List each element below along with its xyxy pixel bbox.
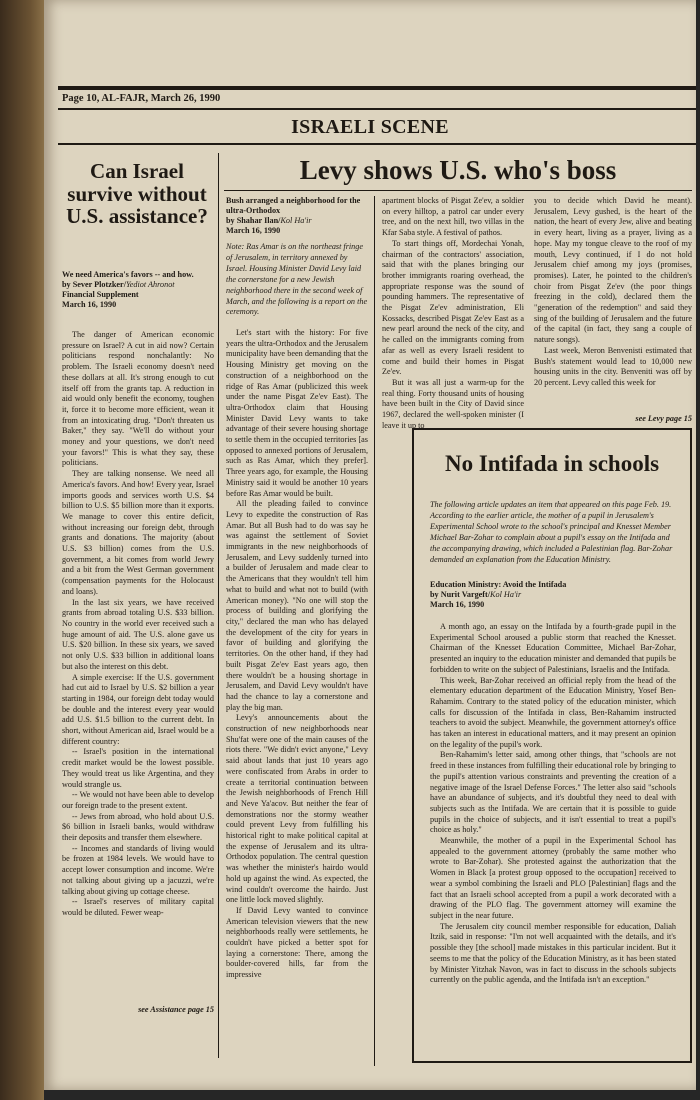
article-body-continued: apartment blocks of Pisgat Ze'ev, a soldier on every hilltop, a patrol car under every tree, and on the next hill, two villas in the Kfar Saba style. A festival of pathos. To start things off, Mordechai Yonah, chairman of the contractors' association, said that with the planes bringing our brother immigrants roaring overhead, the appropriate response was the sound of pounding hammers. The representative of the Pisgat Ze'ev administration, Eli Kossacks, described Pisgat Ze'ev East as a new pearl around the neck of the city, and he called on the immigrants coming from afar as well as every Israeli resident to come and build their homes in Pisgat Ze'ev. But it was all just a warm-up for the real thing. Forty thousand units of housing have been built in the City of David since 1967, declared the well-spoken minister (I leave it up to xyxy=(382,196,524,430)
continued-note: see Levy page 15 xyxy=(635,414,692,423)
headline-rule xyxy=(224,190,692,191)
top-rule xyxy=(58,86,696,90)
article-body: Let's start with the history: For five years the ultra-Orthodox and the Jerusalem municipality have been demanding that the Housing Ministry get moving on the construction of a neighborhood on the ridge of Ras Amar (publicized this week under the name Pisgat Ze'ev East). The ultra-Orthodox claim that Housing Minister David Levy wants to take advantage of their severe housing shortage to settle them in the occupied territories [as opposed to annexed portions of Jerusalem, such as Ras Amar, which they prefer]. Three years ago, for example, the Housing Ministry said it would be another 10 years before Ras Amar would be built. All the pleading failed to convince Levy to expedite the construction of Ras Amar. But all Bush had to do was say he was against the settlement of Soviet immigrants in the new neighborhoods of Jerusalem, and Levy suddenly turned into a builder of Jerusalem and made clear to the Americans that they wouldn't tell him what to build and what not to build (with American money). "No one will stop the process of building and glorifying the city," declared the man who has delayed the development of the city for years in favor of building and glorifying the territories. On the other hand, if they had built Pisgat Ze'ev East years ago, then there wouldn't be a housing shortage in Jerusalem, and David Levy wouldn't have had the chance to lay a cornerstone and play the big man. Levy's announcements about the construction of new neighborhoods near Shu'fat were one of the main causes of the riots there. "We didn't evict anyone," Levy said about lands that just 10 years ago were confiscated from Arabs in order to create a territorial continuation between the Jewish neighborhoods of French Hill and Neve Ya'acov. But neither the fear of demonstrations nor the stormy weather could prevent Levy from fulfilling his historical right to make political capital at the expense of Jerusalem and its ultra-Orthodox population. The central question was whether the minister's hairdo would hold up against the wind. As expected, the wind couldn't overcome the hairdo. Just one little lock moved slightly. If David Levy wanted to convince American television viewers that the new neighborhoods really were settlements, he couldn't have picked a better spot for laying a cornerstone: There, among the boulder-covered hills, far from the impressive xyxy=(226,328,368,980)
section-rule xyxy=(58,143,696,145)
header-rule xyxy=(58,108,696,110)
newspaper-page xyxy=(44,0,696,1090)
article-headline: No Intifada in schools xyxy=(444,451,660,476)
article-headline: Levy shows U.S. who's boss xyxy=(299,155,617,185)
column-divider xyxy=(218,153,219,1058)
article-body-continued: you to decide which David he meant). Jerusalem, Levy gushed, is the heart of the nation, the heart of every Jew, alive and beating in every heart, living as a prayer, living as a hope. May my tongue cleave to the roof of my mouth, Levy continued, if I do not hold Jerusalem chief among my joys (promises, promises). Later, he pointed to the children's choir from Pisgat Ze'ev (the poor things freezing in the cold), declared them the "generation of the redemption" and said they sing of the building of Jerusalem and the future of the capital (in fact, they sang a couple of nature songs). Last week, Meron Benvenisti estimated that Bush's statement would lead to 10,000 new housing units in the city. Benveniti was off by 20 percent. Levy called this week for xyxy=(534,196,692,387)
article-byline: Bush arranged a neighborhood for the ultra-Orthodox by Shahar Ilan/Kol Ha'ir March 16, 1990 xyxy=(226,196,361,235)
boxed-article xyxy=(412,428,692,1063)
editor-note: Note: Ras Amar is on the northeast fringe of Jerusalem, in territory annexed by Israel. Housing Minister David Levy laid the cornerstone for a new Jewish neighborhood there in the second week of March, and the following is a report on the ceremony. xyxy=(226,242,368,317)
article-byline: We need America's favors -- and how. by Sever Plotzker/Yediot Ahronot Financial Supplement March 16, 1990 xyxy=(62,270,194,309)
editor-note: The following article updates an item that appeared on this page Feb. 19. According to the earlier article, the mother of a pupil in Jerusalem's Experimental School wrote to the school's principal and Knesset Member Michael Bar-Zohar to complain about a pupil's essay on the Intifada and the accompanying drawing, which included a Palestinian flag. Bar-Zohar demanded an explanation from the Education Ministry. xyxy=(430,500,673,564)
article-headline: Can Israel survive without U.S. assistance? xyxy=(66,159,208,229)
book-binding xyxy=(0,0,44,1100)
article-body: The danger of American economic pressure on Israel? A cut in aid now? Certain politicians respond nonchalantly: No problem. The Israeli economy doesn't need these dollars at all. It's strong enough to cut itself off from the grants tap. A reduction in aid would only benefit the economy, toughen it, force it to become more efficient, wean it from an intoxicating drug. "Don't threaten us Baker," they say. "We'll do without your money and your questions, we don't need your favors!" This is what they say, these politicians. They are talking nonsense. We need all America's favors. And how! Every year, Israel imports goods and services worth U.S. $4 billion to U.S. $5 billion more than it exports. We manage to cover this entire deficit, without increasing our foreign debt, through grants and donations. The majority (about U.S. $3 billion) comes from the U.S. government, a bit comes from world Jewry and a bit from the West German government (compensation payments for the Holocaust and loans). In the last six years, we have received grants from abroad totaling U.S. $33 billion. No country in the world ever received such a huge amount of aid. The U.S. alone gave us U.S. $20 billion. In these six years, we saved not only U.S. $33 billion in additional loans but also the interest on this debt. A simple exercise: If the U.S. government had cut aid to Israel by U.S. $2 billion a year starting in 1984, our foreign debt today would be double and the interest every year would add U.S. $1.5 billion to the current debt. In short, without American aid, Israel would be a different country: -- Israel's position in the international credit market would be the lowest possible. They would treat us like Argentina, and they would strangle us. -- We would not have been able to develop our foreign trade to the present extent. -- Jews from abroad, who hold about U.S. $6 billion in Israeli banks, would withdraw their deposits and transfer them elsewhere. -- Incomes and standards of living would be frozen at 1984 levels. We would have to accept lower consumption and income. We're not talking about giving up a jacuzzi, we're talking about giving up cottage cheese. -- Israel's reserves of military capital would be diluted. Fewer weap- xyxy=(62,330,214,917)
article-body: A month ago, an essay on the Intifada by a fourth-grade pupil in the Experimental School aroused a public storm that reached the Knesset. Chairman of the Knesset Education Committee, Michael Bar-Zohar, presented an inquiry to the education minister and demanded that pupils be forbidden to write on the subject of Palestinians, Israelis and the Intifada. This week, Bar-Zohar received an official reply from the head of the elementary education department of the Education Ministry, Yosef Ben-Rahamim. Contrary to the stated policy of the education minister, which calls for discussion of the Intifada in class, Ben-Rahamim instructed teachers to avoid the subject. Meanwhile, the government attorney's office has taken an interest in educational matters, and it may present an opinion on the legality of the pupil's work. Ben-Rahamim's letter said, among other things, that "schools are not freed in these instances from fulfilling their educational role by bringing to the pupil's attention various constraints and preventing the creation of a negative image of the Israel Defense Forces." The letter also said "schools have an abundance of subjects, and it's doubtful they need to deal with subjects such as the Intifada. We are certain that it is possible to guide pupils in the choice of subjects, and it isn't essential to treat a pupil's choice as holy." Meanwhile, the mother of a pupil in the Experimental School has appealed to the government attorney (probably the same mother who wrote to Bar-Zohar). She protested against the authorization that the Women in Black [a protest group opposed to the occupation] received to wear a symbol combining the Israeli and PLO [Palestinian] flags and the fact that an Israeli school accepted from a pupil a work decorated with a drawing of the PLO flag. The government attorney will examine the subject in the near future. The Jerusalem city council member responsible for education, Daliah Itzik, said in response: "I'm not well acquainted with the details, and it's possible they [the school] made mistakes in this particular incident. But it seems to me that the policy of the Education Ministry, as it has been stated by Minister Yitzhak Navon, was in fact to discuss in the schools subjects currently on the public agenda, and the Intifada isn't an exception." xyxy=(430,622,676,985)
article-byline: Education Ministry: Avoid the Intifada by Nurit Vargeft/Kol Ha'ir March 16, 1990 xyxy=(430,580,567,609)
section-title: ISRAELI SCENE xyxy=(291,116,449,138)
page-header: Page 10, AL-FAJR, March 26, 1990 xyxy=(62,93,221,104)
column-divider xyxy=(374,196,375,1066)
continued-note: see Assistance page 15 xyxy=(138,1005,214,1014)
